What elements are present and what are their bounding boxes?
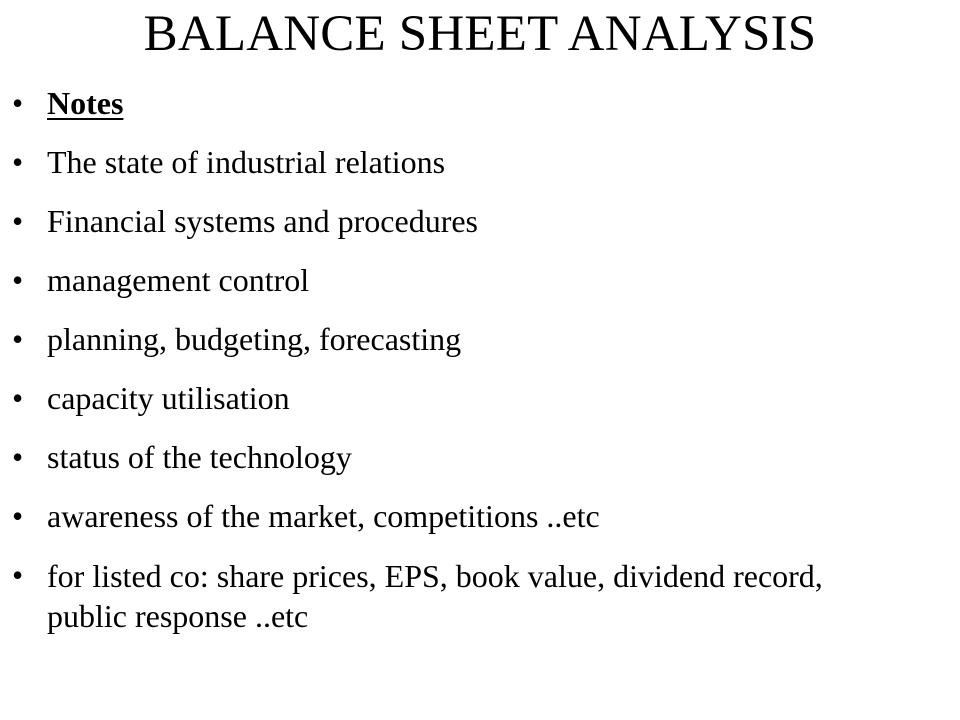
- bullet-dot-icon: •: [12, 203, 24, 239]
- bullet-text: awareness of the market, competitions ..etc: [47, 498, 600, 534]
- bullet-item-industrial-relations: [0, 143, 907, 182]
- bullet-list: [0, 84, 960, 656]
- bullet-dot-icon: •: [12, 85, 24, 121]
- bullet-text: Notes: [47, 85, 124, 121]
- bullet-dot-icon: •: [12, 557, 24, 593]
- bullet-item-financial-systems: [0, 202, 907, 241]
- bullet-dot-icon: •: [12, 498, 24, 534]
- bullet-item-listed-co: [0, 556, 907, 636]
- bullet-dot-icon: •: [12, 321, 24, 357]
- bullet-item-technology: [0, 438, 907, 477]
- bullet-dot-icon: •: [12, 144, 24, 180]
- bullet-item-capacity: [0, 379, 907, 418]
- bullet-dot-icon: •: [12, 262, 24, 298]
- bullet-text: for listed co: share prices, EPS, book value, dividend record, public response ..etc: [47, 558, 823, 634]
- bullet-text: capacity utilisation: [47, 380, 290, 416]
- bullet-item-management-control: [0, 261, 907, 300]
- bullet-item-notes: [0, 84, 907, 123]
- bullet-item-planning: [0, 320, 907, 359]
- bullet-dot-icon: •: [12, 380, 24, 416]
- bullet-dot-icon: •: [12, 439, 24, 475]
- bullet-text: planning, budgeting, forecasting: [47, 321, 462, 357]
- bullet-text: status of the technology: [47, 439, 352, 475]
- bullet-item-market-awareness: [0, 497, 907, 536]
- slide-title: BALANCE SHEET ANALYSIS: [143, 6, 817, 62]
- bullet-text: Financial systems and procedures: [47, 203, 478, 239]
- bullet-text: The state of industrial relations: [47, 144, 446, 180]
- bullet-text: management control: [47, 262, 310, 298]
